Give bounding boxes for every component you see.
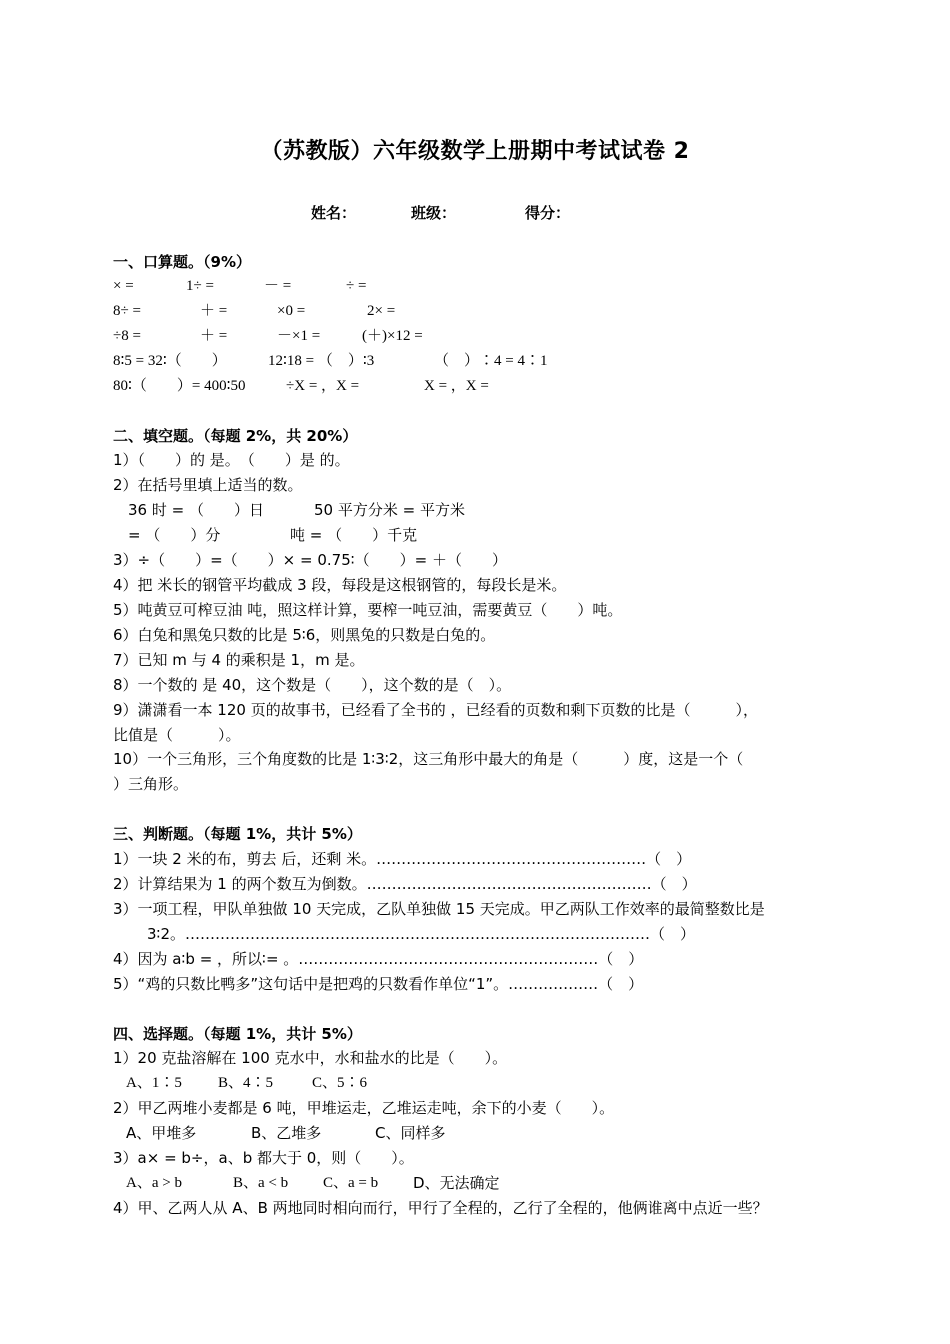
section-3-heading: 三、判断题。（每题 1%，共计 5%） (113, 825, 362, 843)
question: 10）一个三角形，三个角度数的比是 1∶3∶2，这三角形中最大的角是（ ）度，这是一个（ (113, 750, 744, 768)
calc-item: ×0 = (277, 303, 306, 319)
class-label: 班级： (411, 204, 457, 222)
question: 2）在括号里填上适当的数。 (113, 476, 303, 494)
calc-item: ÷ = (346, 278, 367, 294)
question: 5）“鸡的只数比鸭多”这句话中是把鸡的只数看作单位“1”。………………（ ） (113, 975, 644, 993)
calc-item: ÷8 = (113, 328, 141, 344)
calc-item: 12∶18 = （ ）∶3 (268, 353, 375, 369)
calc-item: （ ）∶4 = 4∶1 (434, 353, 548, 369)
option: A、a > b (126, 1175, 182, 1191)
calc-item: －×1 = (277, 328, 321, 344)
option: D、无法确定 (413, 1174, 500, 1192)
calc-item: ÷X = ，X = (286, 378, 360, 394)
calc-item: － = (264, 278, 292, 294)
calc-item: 80∶（ ）= 400∶50 (113, 378, 246, 394)
option: B、4∶5 (218, 1075, 274, 1091)
question: ）三角形。 (113, 775, 189, 793)
question: 4）甲、乙两人从 A、B 两地同时相向而行，甲行了全程的，乙行了全程的，他俩谁离中点近一些？ (113, 1199, 768, 1217)
question: 9）潇潇看一本 120 页的故事书，已经看了全书的 ，已经看的页数和剩下页数的比是（ ）， (113, 701, 758, 719)
question: 4）把 米长的钢管平均截成 3 段，每段是这根钢管的，每段长是米。 (113, 576, 567, 594)
calc-item: X = ，X = (424, 378, 489, 394)
question: 1）（ ）的 是。 （ ）是 的。 (113, 451, 350, 469)
score-label: 得分： (525, 204, 571, 222)
calc-item: (＋)×12 = (362, 328, 423, 344)
calc-item: 8÷ = (113, 303, 141, 319)
calc-item: 2× = (367, 303, 396, 319)
question: 3）a× = b÷，a、b 都大于 0，则（ ）。 (113, 1149, 414, 1167)
question: 2）计算结果为 1 的两个数互为倒数。…………………………………………………（ ） (113, 875, 697, 893)
calc-item: 1÷ = (186, 278, 214, 294)
option: A、1∶5 (126, 1075, 182, 1091)
question: 3）÷（ ）=（ ）× = 0.75∶（ ）= ＋（ ） (113, 551, 507, 569)
calc-item: ＋ = (200, 303, 228, 319)
question: = （ ）分 (113, 526, 221, 544)
question: 3∶2。…………………………………………………………………………………（ ） (147, 925, 695, 943)
option: B、乙堆多 (251, 1124, 322, 1142)
calc-item: × = (113, 278, 134, 294)
section-2-heading: 二、填空题。（每题 2%，共 20%） (113, 427, 358, 445)
question: 3）一项工程，甲队单独做 10 天完成，乙队单独做 15 天完成。甲乙两队工作效率的最简整数比是 (113, 900, 765, 918)
question: 7）已知 m 与 4 的乘积是 1，m 是。 (113, 651, 365, 669)
question: 8）一个数的 是 40，这个数是（ ），这个数的是（ ）。 (113, 676, 512, 694)
option: C、同样多 (375, 1124, 446, 1142)
option: C、a = b (323, 1175, 379, 1191)
calc-item: ＋ = (200, 328, 228, 344)
option: A、甲堆多 (126, 1124, 197, 1142)
calc-item: 8∶5 = 32∶（ ） (113, 353, 227, 369)
section-1-heading: 一、口算题。（9%） (113, 253, 251, 271)
question: 36 时 = （ ）日 (113, 501, 264, 519)
question: 1）20 克盐溶解在 100 克水中，水和盐水的比是（ ）。 (113, 1049, 508, 1067)
option: B、a < b (233, 1175, 289, 1191)
question: 50 平方分米 = 平方米 (314, 501, 465, 519)
question: 比值是（ ）。 (113, 726, 241, 744)
page-title: （苏教版）六年级数学上册期中考试试卷 2 (260, 139, 690, 164)
option: C、5∶6 (312, 1075, 368, 1091)
name-label: 姓名： (311, 204, 357, 222)
question: 1）一块 2 米的布，剪去 后，还剩 米。………………………………………………（ ） (113, 850, 692, 868)
question: 5）吨黄豆可榨豆油 吨，照这样计算，要榨一吨豆油，需要黄豆（ ）吨。 (113, 601, 623, 619)
question: 6）白兔和黑兔只数的比是 5∶6，则黑兔的只数是白兔的。 (113, 626, 496, 644)
section-4-heading: 四、选择题。（每题 1%，共计 5%） (113, 1025, 362, 1043)
question: 4）因为 a∶b = ，所以∶= 。……………………………………………………（ ） (113, 950, 644, 968)
question: 吨 = （ ）千克 (290, 526, 418, 544)
question: 2）甲乙两堆小麦都是 6 吨，甲堆运走，乙堆运走吨，余下的小麦（ ）。 (113, 1099, 615, 1117)
